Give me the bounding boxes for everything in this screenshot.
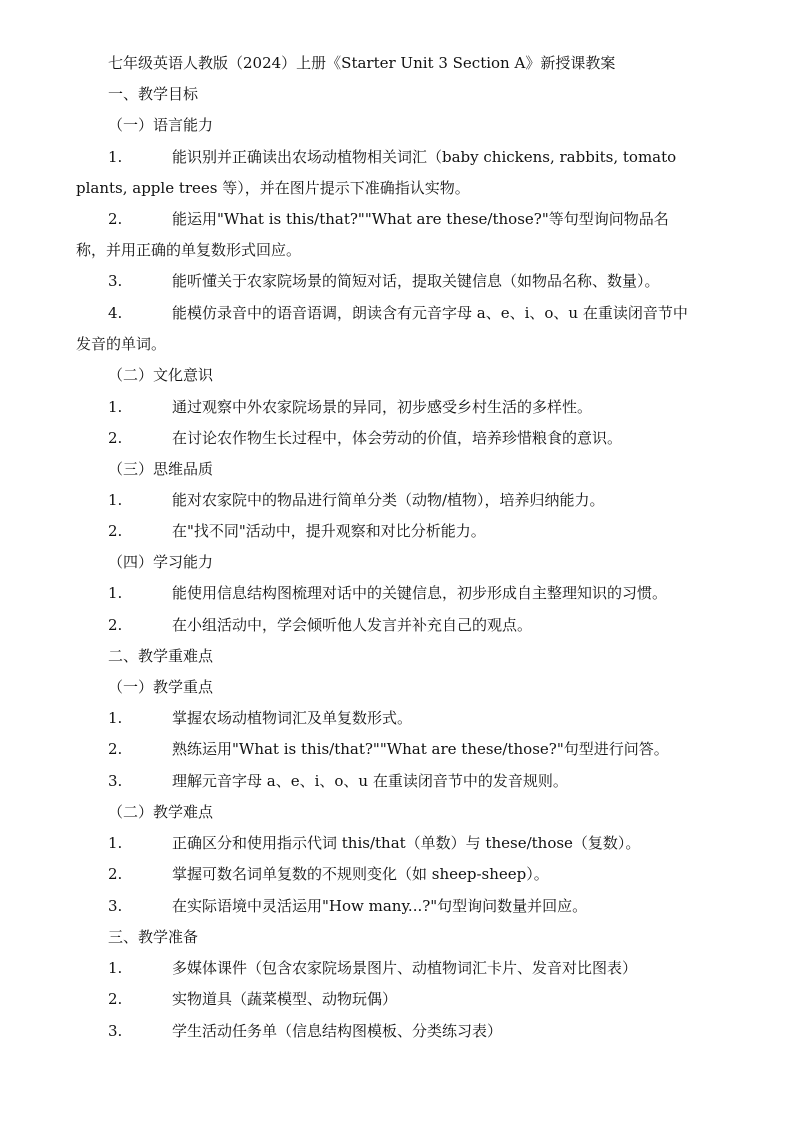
list-item-number: 2. (108, 865, 123, 883)
list-item-text: 在小组活动中，学会倾听他人发言并补充自己的观点。 (172, 616, 533, 634)
subsection-heading-language: （一）语言能力 (108, 116, 214, 134)
list-item-number: 1. (108, 491, 123, 509)
list-item-number: 1. (108, 709, 123, 727)
list-item-text: 通过观察中外农家院场景的异同，初步感受乡村生活的多样性。 (172, 398, 593, 416)
list-item-number: 3. (108, 272, 123, 290)
list-item-text: 学生活动任务单（信息结构图模板、分类练习表） (172, 1022, 503, 1040)
list-item-text: 在讨论农作物生长过程中，体会劳动的价值，培养珍惜粮食的意识。 (172, 429, 623, 447)
list-item-text: 实物道具（蔬菜模型、动物玩偶） (172, 990, 398, 1008)
section-heading-key-points: 二、教学重难点 (108, 647, 214, 665)
list-item-number: 3. (108, 772, 123, 790)
list-item-number: 2. (108, 740, 123, 758)
list-item-text: 能使用信息结构图梳理对话中的关键信息，初步形成自主整理知识的习惯。 (172, 584, 668, 602)
subsection-heading-culture: （二）文化意识 (108, 366, 214, 384)
section-heading-preparation: 三、教学准备 (108, 928, 199, 946)
list-item-text: 在实际语境中灵活运用"How many...?"句型询问数量并回应。 (172, 897, 588, 915)
list-item-number: 2. (108, 429, 123, 447)
list-item-number: 1. (108, 834, 123, 852)
subsection-heading-learning: （四）学习能力 (108, 553, 214, 571)
list-item-text: 熟练运用"What is this/that?""What are these/those?"句型进行问答。 (172, 740, 669, 758)
subsection-heading-thinking: （三）思维品质 (108, 460, 214, 478)
list-item-number: 3. (108, 1022, 123, 1040)
list-item-number: 2. (108, 210, 123, 228)
list-item-text: 能模仿录音中的语音语调，朗读含有元音字母 a、e、i、o、u 在重读闭音节中 (172, 304, 688, 322)
list-item-number: 2. (108, 990, 123, 1008)
list-item-text: 能识别并正确读出农场动植物相关词汇（baby chickens, rabbits, tomato (172, 148, 677, 166)
list-item-text: 能听懂关于农家院场景的简短对话，提取关键信息（如物品名称、数量）。 (172, 272, 660, 290)
list-item-continuation: 称，并用正确的单复数形式回应。 (76, 241, 302, 259)
list-item-text: 在"找不同"活动中，提升观察和对比分析能力。 (172, 522, 486, 540)
list-item-number: 1. (108, 584, 123, 602)
list-item-number: 1. (108, 398, 123, 416)
list-item-number: 3. (108, 897, 123, 915)
list-item-text: 掌握农场动植物词汇及单复数形式。 (172, 709, 413, 727)
list-item-continuation: plants, apple trees 等），并在图片提示下准确指认实物。 (76, 179, 470, 197)
list-item-text: 理解元音字母 a、e、i、o、u 在重读闭音节中的发音规则。 (172, 772, 568, 790)
list-item-number: 4. (108, 304, 123, 322)
list-item-text: 能运用"What is this/that?""What are these/those?"等句型询问物品名 (172, 210, 669, 228)
list-item-text: 掌握可数名词单复数的不规则变化（如 sheep-sheep）。 (172, 865, 549, 883)
list-item-continuation: 发音的单词。 (76, 335, 167, 353)
list-item-number: 2. (108, 616, 123, 634)
list-item-text: 正确区分和使用指示代词 this/that（单数）与 these/those（复数）。 (172, 834, 641, 852)
list-item-number: 2. (108, 522, 123, 540)
section-heading-objectives: 一、教学目标 (108, 85, 199, 103)
document-title: 七年级英语人教版（2024）上册《Starter Unit 3 Section A》新授课教案 (108, 54, 616, 72)
list-item-text: 多媒体课件（包含农家院场景图片、动植物词汇卡片、发音对比图表） (172, 959, 638, 977)
list-item-text: 能对农家院中的物品进行简单分类（动物/植物），培养归纳能力。 (172, 491, 605, 509)
list-item-number: 1. (108, 148, 123, 166)
subsection-heading-difficulties: （二）教学难点 (108, 803, 214, 821)
subsection-heading-focus: （一）教学重点 (108, 678, 214, 696)
list-item-number: 1. (108, 959, 123, 977)
